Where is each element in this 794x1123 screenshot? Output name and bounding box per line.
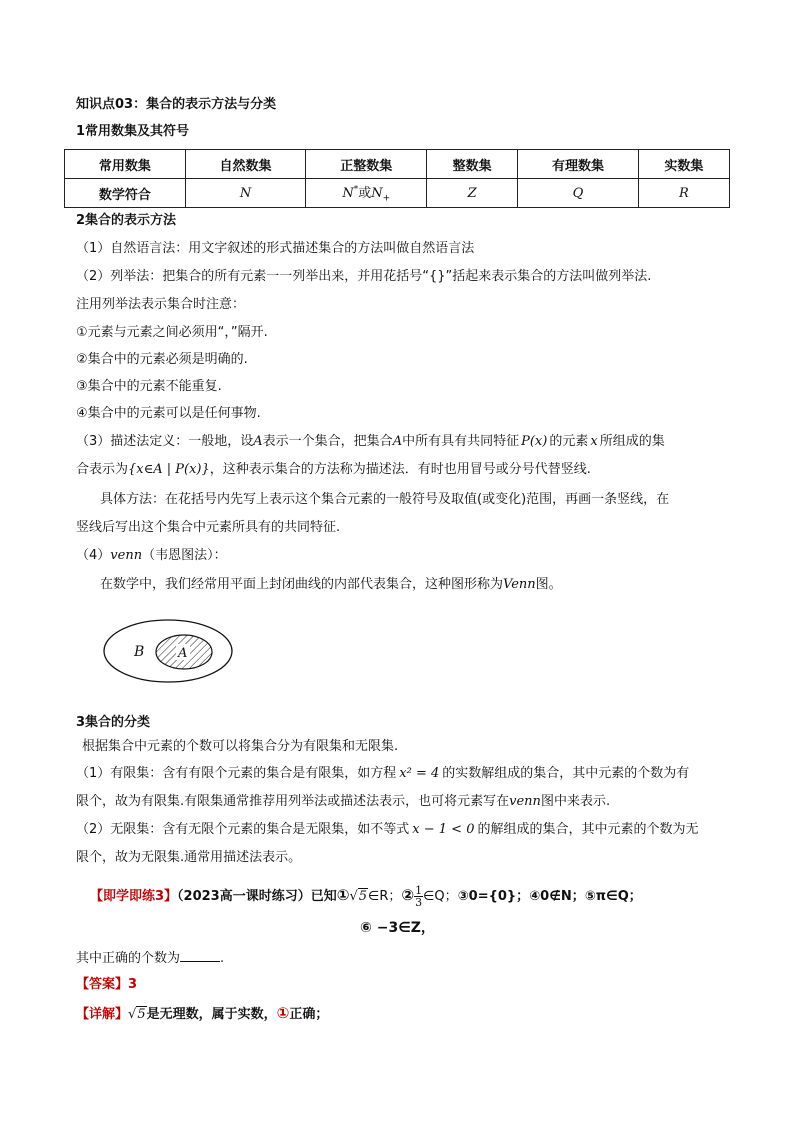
paragraph xyxy=(76,433,665,451)
venn-label-a: A xyxy=(178,646,188,661)
fraction-one-third xyxy=(414,885,423,908)
natural-numbers-symbol: N xyxy=(185,179,306,208)
text-run: 在数学中，我们经常用平面上封闭曲线的内部代表集合，这种图形称为 xyxy=(100,577,504,592)
answer-blank xyxy=(180,948,220,962)
text-run: 所组成的集 xyxy=(599,434,665,449)
text-run: （3）描述法定义：一般地，设 xyxy=(76,434,254,449)
exercise-source: （2023高一课时练习）已知 xyxy=(177,889,337,904)
sqrt-radicand: 5 xyxy=(358,889,368,904)
exercise-line xyxy=(90,884,642,908)
npos-star: * xyxy=(353,184,359,195)
paragraph: （2）列举法：把集合的所有元素一一列举出来，并用花括号“{}”括起来表示集合的方法叫做列举法. xyxy=(76,269,652,284)
answer-label: 【答案】 xyxy=(76,977,129,992)
table-header-cell: 常用数集 xyxy=(65,150,186,179)
item-5: ⑤π∈Q； xyxy=(584,889,642,904)
math-a: A xyxy=(253,434,263,449)
section-heading: 知识点03：集合的表示方法与分类 xyxy=(76,97,277,112)
paragraph xyxy=(76,821,699,839)
text-run: （韦恩图法）： xyxy=(142,548,227,563)
paragraph xyxy=(76,765,689,783)
number-sets-table xyxy=(64,149,730,208)
question-text: 其中正确的个数为 xyxy=(76,951,181,966)
math-inequality: x − 1 < 0 xyxy=(412,822,475,837)
text-run: 的实数解组成的集合，其中元素的个数为有 xyxy=(442,766,690,781)
paragraph: （1）自然语言法：用文字叙述的形式描述集合的方法叫做自然语言法 xyxy=(76,241,475,256)
section-2-title: 2集合的表示方法 xyxy=(76,213,177,228)
question-end: . xyxy=(220,951,225,966)
math-venn: Venn xyxy=(503,577,536,592)
rationals-symbol: Q xyxy=(518,179,639,208)
paragraph: 限个，故为无限集.通常用描述法表示。 xyxy=(76,850,302,865)
text-run: 表示一个集合，把集合 xyxy=(262,434,393,449)
item-4: ④0∉N； xyxy=(529,889,585,904)
table-header-cell: 实数集 xyxy=(638,150,729,179)
answer-line xyxy=(76,976,137,994)
venn-label-b: B xyxy=(134,644,145,660)
sqrt-five: √5 xyxy=(128,1007,146,1022)
fraction-denominator: 3 xyxy=(415,896,423,909)
npos-n1: N xyxy=(342,186,354,202)
paragraph xyxy=(76,547,227,565)
paragraph: 具体方法：在花括号内先写上表示这个集合元素的一般符号及取值(或变化)范围，再画一条竖线，在 xyxy=(100,492,670,507)
table-header-cell: 整数集 xyxy=(427,150,518,179)
paragraph xyxy=(100,576,562,594)
paragraph: 竖线后写出这个集合中元素所具有的共同特征. xyxy=(76,520,341,535)
text-run: （1）有限集：含有有限个元素的集合是有限集，如方程 xyxy=(76,766,397,781)
positive-integers-symbol xyxy=(306,179,427,208)
math-x: x xyxy=(590,434,598,449)
text-run: ，这种表示集合的方法称为描述法．有时也用冒号或分号代替竖线. xyxy=(209,462,591,477)
table-header-cell: 自然数集 xyxy=(185,150,306,179)
list-item: ①元素与元素之间必须用“，”隔开. xyxy=(76,325,268,340)
paragraph xyxy=(76,461,591,479)
item-6: ⑥ −3∈Z， xyxy=(360,920,435,936)
text-run: 合表示为 xyxy=(76,462,129,477)
item-relation: ∈R； xyxy=(368,889,402,904)
detail-end: 正确； xyxy=(289,1007,329,1022)
paragraph: 根据集合中元素的个数可以将集合分为有限集和无限集. xyxy=(82,739,399,754)
npos-n2: N xyxy=(371,186,383,202)
paragraph: 注用列举法表示集合时注意： xyxy=(76,297,246,312)
item-number: ① xyxy=(276,1004,290,1022)
section-1-title: 1常用数集及其符号 xyxy=(76,124,190,139)
npos-or: 或 xyxy=(358,186,372,202)
table-row xyxy=(65,179,730,208)
reals-symbol: R xyxy=(638,179,729,208)
table-row-label: 数学符合 xyxy=(65,179,186,208)
integers-symbol: Z xyxy=(427,179,518,208)
detail-text: 是无理数，属于实数， xyxy=(146,1007,277,1022)
math-venn: venn xyxy=(509,794,541,809)
venn-diagram xyxy=(100,616,236,686)
math-a: A xyxy=(392,434,403,449)
npos-plus: + xyxy=(382,193,391,204)
item-number: ① xyxy=(336,886,350,904)
math-equation: x² = 4 xyxy=(399,766,440,781)
fraction-numerator: 1 xyxy=(415,884,423,897)
question-line xyxy=(76,948,224,968)
math-px: P(x) xyxy=(521,434,548,449)
paragraph xyxy=(76,793,610,811)
list-item: ④集合中的元素可以是任何事物. xyxy=(76,406,261,421)
detail-label: 【详解】 xyxy=(76,1007,129,1022)
text-run: 图。 xyxy=(535,577,562,592)
math-set-builder: {x∈A | P(x)} xyxy=(128,462,210,477)
list-item: ③集合中的元素不能重复. xyxy=(76,379,222,394)
text-run: （2）无限集：含有无限个元素的集合是无限集，如不等式 xyxy=(76,822,410,837)
exercise-tag: 【即学即练3】 xyxy=(90,889,178,904)
detail-line xyxy=(76,1004,328,1024)
section-3-title: 3集合的分类 xyxy=(76,715,151,730)
item-number: ② xyxy=(401,886,415,904)
text-run: 限个，故为有限集.有限集通常推荐用列举法或描述法表示，也可将元素写在 xyxy=(76,794,510,809)
answer-value: 3 xyxy=(128,977,138,992)
table-header-cell: 正整数集 xyxy=(306,150,427,179)
list-item: ②集合中的元素必须是明确的. xyxy=(76,352,248,367)
text-run: （4） xyxy=(76,548,111,563)
text-run: 图中来表示. xyxy=(540,794,611,809)
text-run: 中所有具有共同特征 xyxy=(402,434,520,449)
table-header-row xyxy=(65,150,730,179)
text-run: 的元素 xyxy=(549,434,589,449)
text-run: 的解组成的集合，其中元素的个数为无 xyxy=(477,822,699,837)
item-relation: ∈Q； xyxy=(423,889,458,904)
math-venn: venn xyxy=(110,548,143,563)
sqrt-radicand: 5 xyxy=(137,1007,146,1022)
table-header-cell: 有理数集 xyxy=(518,150,639,179)
sqrt-five: √5 xyxy=(349,889,368,904)
item-3: ③0={0}； xyxy=(457,889,530,904)
